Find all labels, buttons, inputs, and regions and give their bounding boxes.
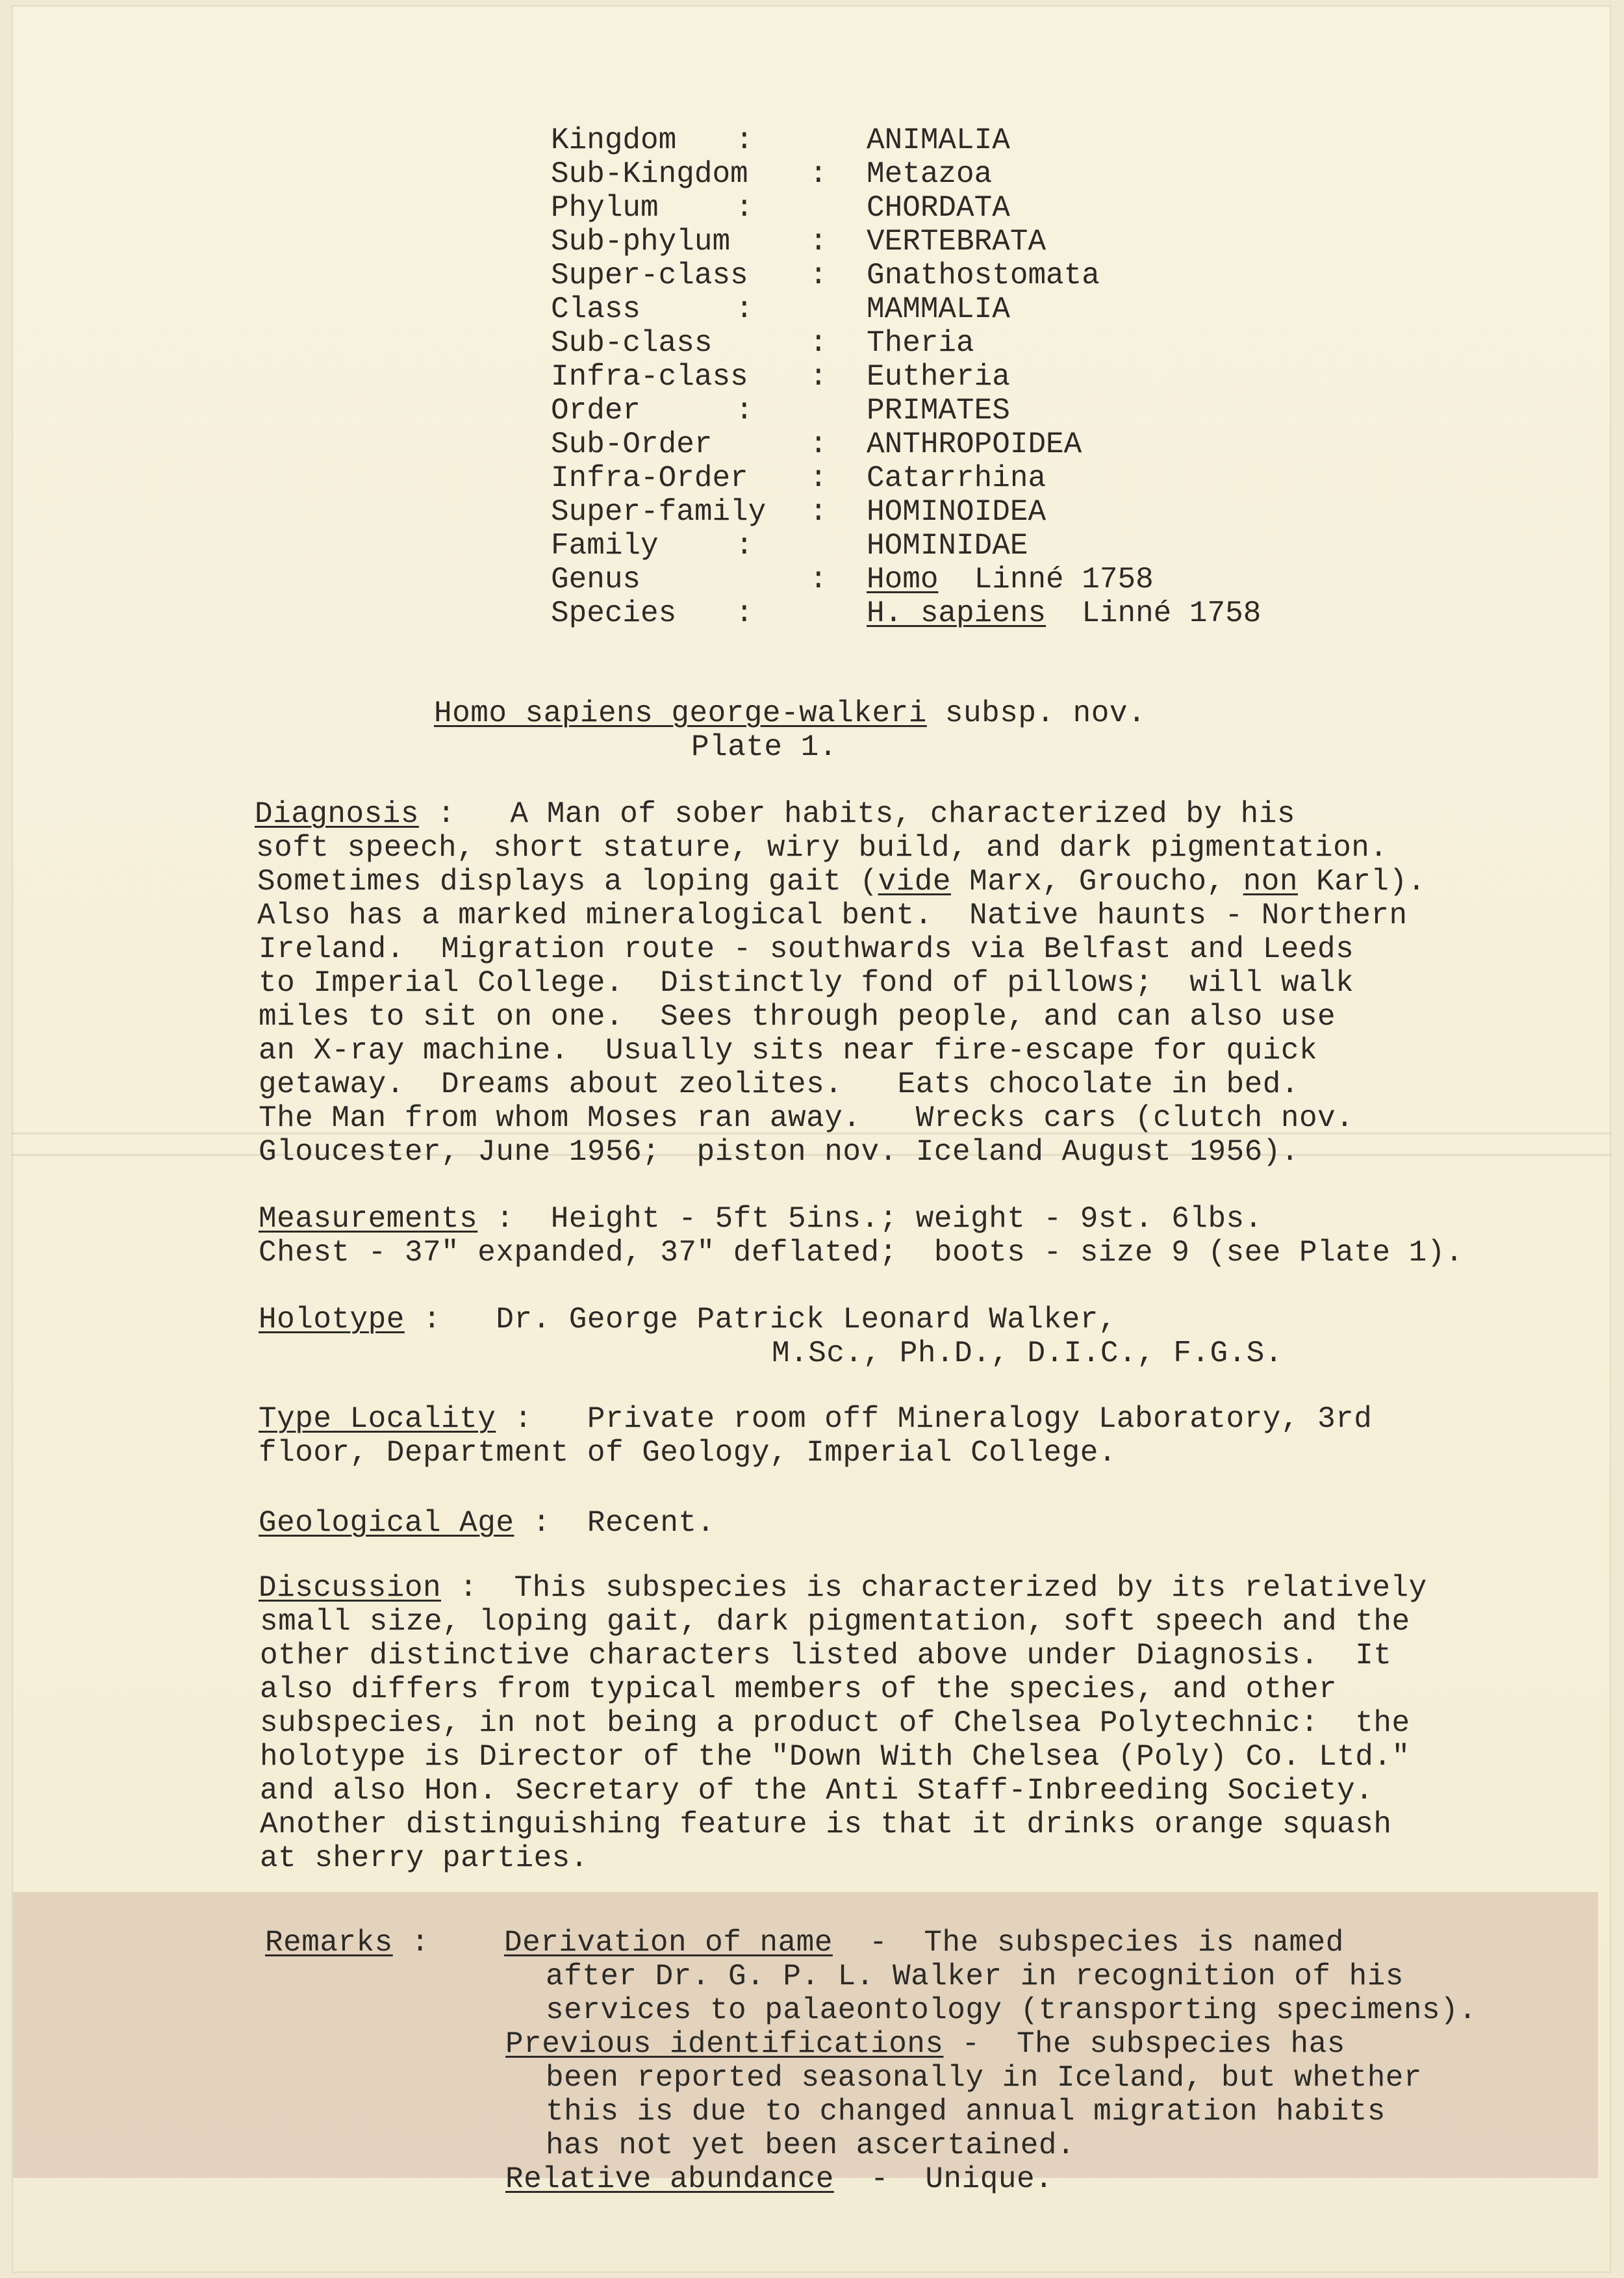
taxonomy-rank: Species xyxy=(551,596,677,630)
taxonomy-rank: Super-class xyxy=(551,259,748,292)
taxonomy-colon: : xyxy=(809,259,828,292)
taxonomy-value xyxy=(867,495,1046,529)
diagnosis-line: Also has a marked mineralogical bent. Native haunts - Northern xyxy=(257,899,1408,932)
taxonomy-value-text: VERTEBRATA xyxy=(867,225,1047,259)
taxonomy-value xyxy=(867,326,974,360)
previous-line: has not yet been ascertained. xyxy=(546,2129,1076,2162)
taxonomy-value-text: Gnathostomata xyxy=(867,259,1100,292)
taxonomy-colon: : xyxy=(735,596,754,630)
spacer xyxy=(938,563,974,596)
taxonomy-rank: Sub-class xyxy=(551,326,713,360)
geological-age-sep: : xyxy=(514,1506,551,1540)
diagnosis-line: soft speech, short stature, wiry build, and dark pigmentation. xyxy=(256,831,1388,865)
subspecies-name: Homo sapiens george-walkeri xyxy=(434,697,927,730)
taxonomy-value xyxy=(867,461,1046,495)
previous-line: been reported seasonally in Iceland, but whether xyxy=(546,2061,1423,2095)
previous-line-1 xyxy=(505,2027,1345,2061)
diagnosis-line: to Imperial College. Distinctly fond of pillows; will walk xyxy=(259,966,1354,1000)
geological-age-line xyxy=(259,1506,715,1540)
derivation-label: Derivation of name xyxy=(504,1926,833,1960)
taxonomy-value xyxy=(867,157,992,191)
taxonomy-value xyxy=(867,292,1010,326)
type-locality-heading: Type Locality xyxy=(259,1402,496,1436)
subspecies-title xyxy=(434,697,1146,730)
taxonomy-value xyxy=(867,191,1010,225)
geological-age-value: Recent. xyxy=(550,1506,715,1540)
type-locality-line: floor, Department of Geology, Imperial College. xyxy=(259,1436,1117,1470)
plate-label: Plate 1. xyxy=(691,730,837,764)
discussion-line: also differs from typical members of the species, and other xyxy=(260,1672,1338,1706)
discussion-sep: : xyxy=(441,1571,478,1605)
discussion-line: small size, loping gait, dark pigmentation, soft speech and the xyxy=(260,1605,1410,1639)
spacer xyxy=(1046,596,1082,630)
diagnosis-line: miles to sit on one. Sees through people, and can also use xyxy=(259,1000,1336,1034)
discussion-line-1 xyxy=(259,1571,1427,1605)
taxonomy-value-text: CHORDATA xyxy=(867,191,1010,225)
measurements-line-1 xyxy=(259,1202,1263,1236)
type-locality-line-1 xyxy=(259,1402,1372,1436)
taxonomy-value-text: MAMMALIA xyxy=(867,292,1010,326)
diagnosis-line: Gloucester, June 1956; piston nov. Iceland August 1956). xyxy=(259,1135,1299,1169)
diagnosis-line: an X-ray machine. Usually sits near fire-escape for quick xyxy=(259,1034,1318,1068)
diagnosis-line: Sometimes displays a loping gait (vide Marx, Groucho, non Karl). xyxy=(257,865,1426,899)
taxonomy-rank: Class xyxy=(551,292,641,326)
holotype-line-1 xyxy=(259,1303,1117,1337)
discussion-line: and also Hon. Secretary of the Anti Staff-Inbreeding Society. xyxy=(260,1774,1374,1808)
diagnosis-text: A Man of sober habits, characterized by his xyxy=(455,797,1295,831)
taxonomy-colon: : xyxy=(809,428,828,461)
taxonomy-value-text: HOMINIDAE xyxy=(867,529,1028,563)
remarks-heading: Remarks xyxy=(265,1926,393,1960)
taxonomy-rank: Sub-Order xyxy=(551,428,713,461)
taxonomy-colon: : xyxy=(735,191,754,225)
taxonomy-rank: Kingdom xyxy=(551,123,677,157)
taxonomy-value-text: ANIMALIA xyxy=(867,123,1010,157)
taxonomy-value xyxy=(867,428,1082,461)
taxonomy-value xyxy=(867,259,1100,292)
taxonomy-value xyxy=(867,563,1154,596)
taxonomy-value xyxy=(867,596,1261,630)
taxonomy-rank: Super-family xyxy=(551,495,767,529)
abundance-label: Relative abundance xyxy=(505,2162,834,2196)
measurements-sep: : xyxy=(477,1202,514,1236)
abundance-value: Unique. xyxy=(925,2162,1054,2196)
diagnosis-line: getaway. Dreams about zeolites. Eats chocolate in bed. xyxy=(259,1068,1299,1101)
remarks-sep: : xyxy=(392,1926,429,1960)
taxonomy-rank: Family xyxy=(551,529,659,563)
diagnosis-line-1 xyxy=(255,797,1295,831)
taxonomy-value-text: Catarrhina xyxy=(867,461,1047,495)
derivation-line: after Dr. G. P. L. Walker in recognition of his xyxy=(546,1960,1404,1993)
taxonomy-value xyxy=(867,123,1010,157)
remarks-heading-line xyxy=(265,1926,429,1960)
discussion-line: holotype is Director of the "Down With Chelsea (Poly) Co. Ltd." xyxy=(260,1740,1410,1774)
non-word: non xyxy=(1243,865,1298,899)
discussion-line: subspecies, in not being a product of Chelsea Polytechnic: the xyxy=(260,1706,1410,1740)
taxonomy-value-text: ANTHROPOIDEA xyxy=(867,428,1082,461)
taxonomy-colon: : xyxy=(809,461,828,495)
taxonomy-rank: Order xyxy=(551,394,641,428)
taxonomy-colon: : xyxy=(809,225,828,259)
discussion-line: at sherry parties. xyxy=(260,1841,589,1875)
taxonomy-colon: : xyxy=(735,394,754,428)
geological-age-heading: Geological Age xyxy=(259,1506,514,1540)
taxonomy-authority: Linné 1758 xyxy=(974,563,1154,596)
vide-word: vide xyxy=(878,865,951,899)
taxonomy-value-text: Homo xyxy=(867,563,939,596)
taxonomy-rank: Genus xyxy=(551,563,641,596)
taxonomy-value-text: H. sapiens xyxy=(867,596,1047,630)
abundance-line xyxy=(505,2162,1053,2196)
diagnosis-heading: Diagnosis xyxy=(255,797,419,831)
taxonomy-value-text: Metazoa xyxy=(867,157,993,191)
holotype-degrees: M.Sc., Ph.D., D.I.C., F.G.S. xyxy=(772,1337,1283,1370)
subspecies-suffix: subsp. nov. xyxy=(926,697,1147,730)
taxonomy-value-text: Eutheria xyxy=(867,360,1010,394)
taxonomy-colon: : xyxy=(809,563,828,596)
diagnosis-sep: : xyxy=(418,797,456,831)
taxonomy-colon: : xyxy=(735,292,754,326)
discussion-line: Another distinguishing feature is that it drinks orange squash xyxy=(260,1808,1392,1841)
holotype-text: Dr. George Patrick Leonard Walker, xyxy=(441,1303,1117,1337)
previous-line: this is due to changed annual migration habits xyxy=(546,2095,1386,2129)
holotype-heading: Holotype xyxy=(259,1303,405,1337)
taxonomy-value-text: PRIMATES xyxy=(867,394,1010,428)
taxonomy-colon: : xyxy=(735,529,754,563)
taxonomy-rank: Infra-Order xyxy=(551,461,748,495)
taxonomy-value-text: HOMINOIDEA xyxy=(867,495,1047,529)
taxonomy-colon: : xyxy=(809,157,828,191)
derivation-line: services to palaeontology (transporting specimens). xyxy=(546,1993,1477,2027)
taxonomy-colon: : xyxy=(809,360,828,394)
taxonomy-colon: : xyxy=(809,326,828,360)
abundance-dash: - xyxy=(833,2162,926,2196)
previous-dash: - xyxy=(943,2027,1017,2061)
discussion-text: This subspecies is characterized by its relatively xyxy=(477,1571,1427,1605)
taxonomy-colon: : xyxy=(735,123,754,157)
taxonomy-value-text: Theria xyxy=(867,326,974,360)
taxonomy-value xyxy=(867,394,1010,428)
measurements-text: Height - 5ft 5ins.; weight - 9st. 6lbs. xyxy=(514,1202,1263,1236)
taxonomy-value xyxy=(867,360,1010,394)
taxonomy-rank: Infra-class xyxy=(551,360,748,394)
diagnosis-line: Ireland. Migration route - southwards via Belfast and Leeds xyxy=(259,932,1354,966)
taxonomy-colon: : xyxy=(809,495,828,529)
taxonomy-value xyxy=(867,529,1028,563)
measurements-line: Chest - 37" expanded, 37" deflated; boots - size 9 (see Plate 1). xyxy=(259,1236,1464,1270)
taxonomy-rank: Sub-phylum xyxy=(551,225,731,259)
type-locality-text: Private room off Mineralogy Laboratory, 3rd xyxy=(532,1402,1373,1436)
diagnosis-line: The Man from whom Moses ran away. Wrecks cars (clutch nov. xyxy=(259,1101,1354,1135)
derivation-dash: - xyxy=(832,1926,924,1960)
taxonomy-rank: Phylum xyxy=(551,191,659,225)
previous-text: The subspecies has xyxy=(1016,2027,1345,2061)
previous-label: Previous identifications xyxy=(505,2027,944,2061)
derivation-line-1 xyxy=(504,1926,1344,1960)
taxonomy-rank: Sub-Kingdom xyxy=(551,157,748,191)
taxonomy-value xyxy=(867,225,1046,259)
discussion-line: other distinctive characters listed above under Diagnosis. It xyxy=(260,1639,1392,1672)
derivation-text: The subspecies is named xyxy=(924,1926,1344,1960)
type-locality-sep: : xyxy=(496,1402,533,1436)
measurements-heading: Measurements xyxy=(259,1202,478,1236)
discussion-heading: Discussion xyxy=(259,1571,442,1605)
taxonomy-authority: Linné 1758 xyxy=(1082,596,1262,630)
holotype-sep: : xyxy=(404,1303,442,1337)
